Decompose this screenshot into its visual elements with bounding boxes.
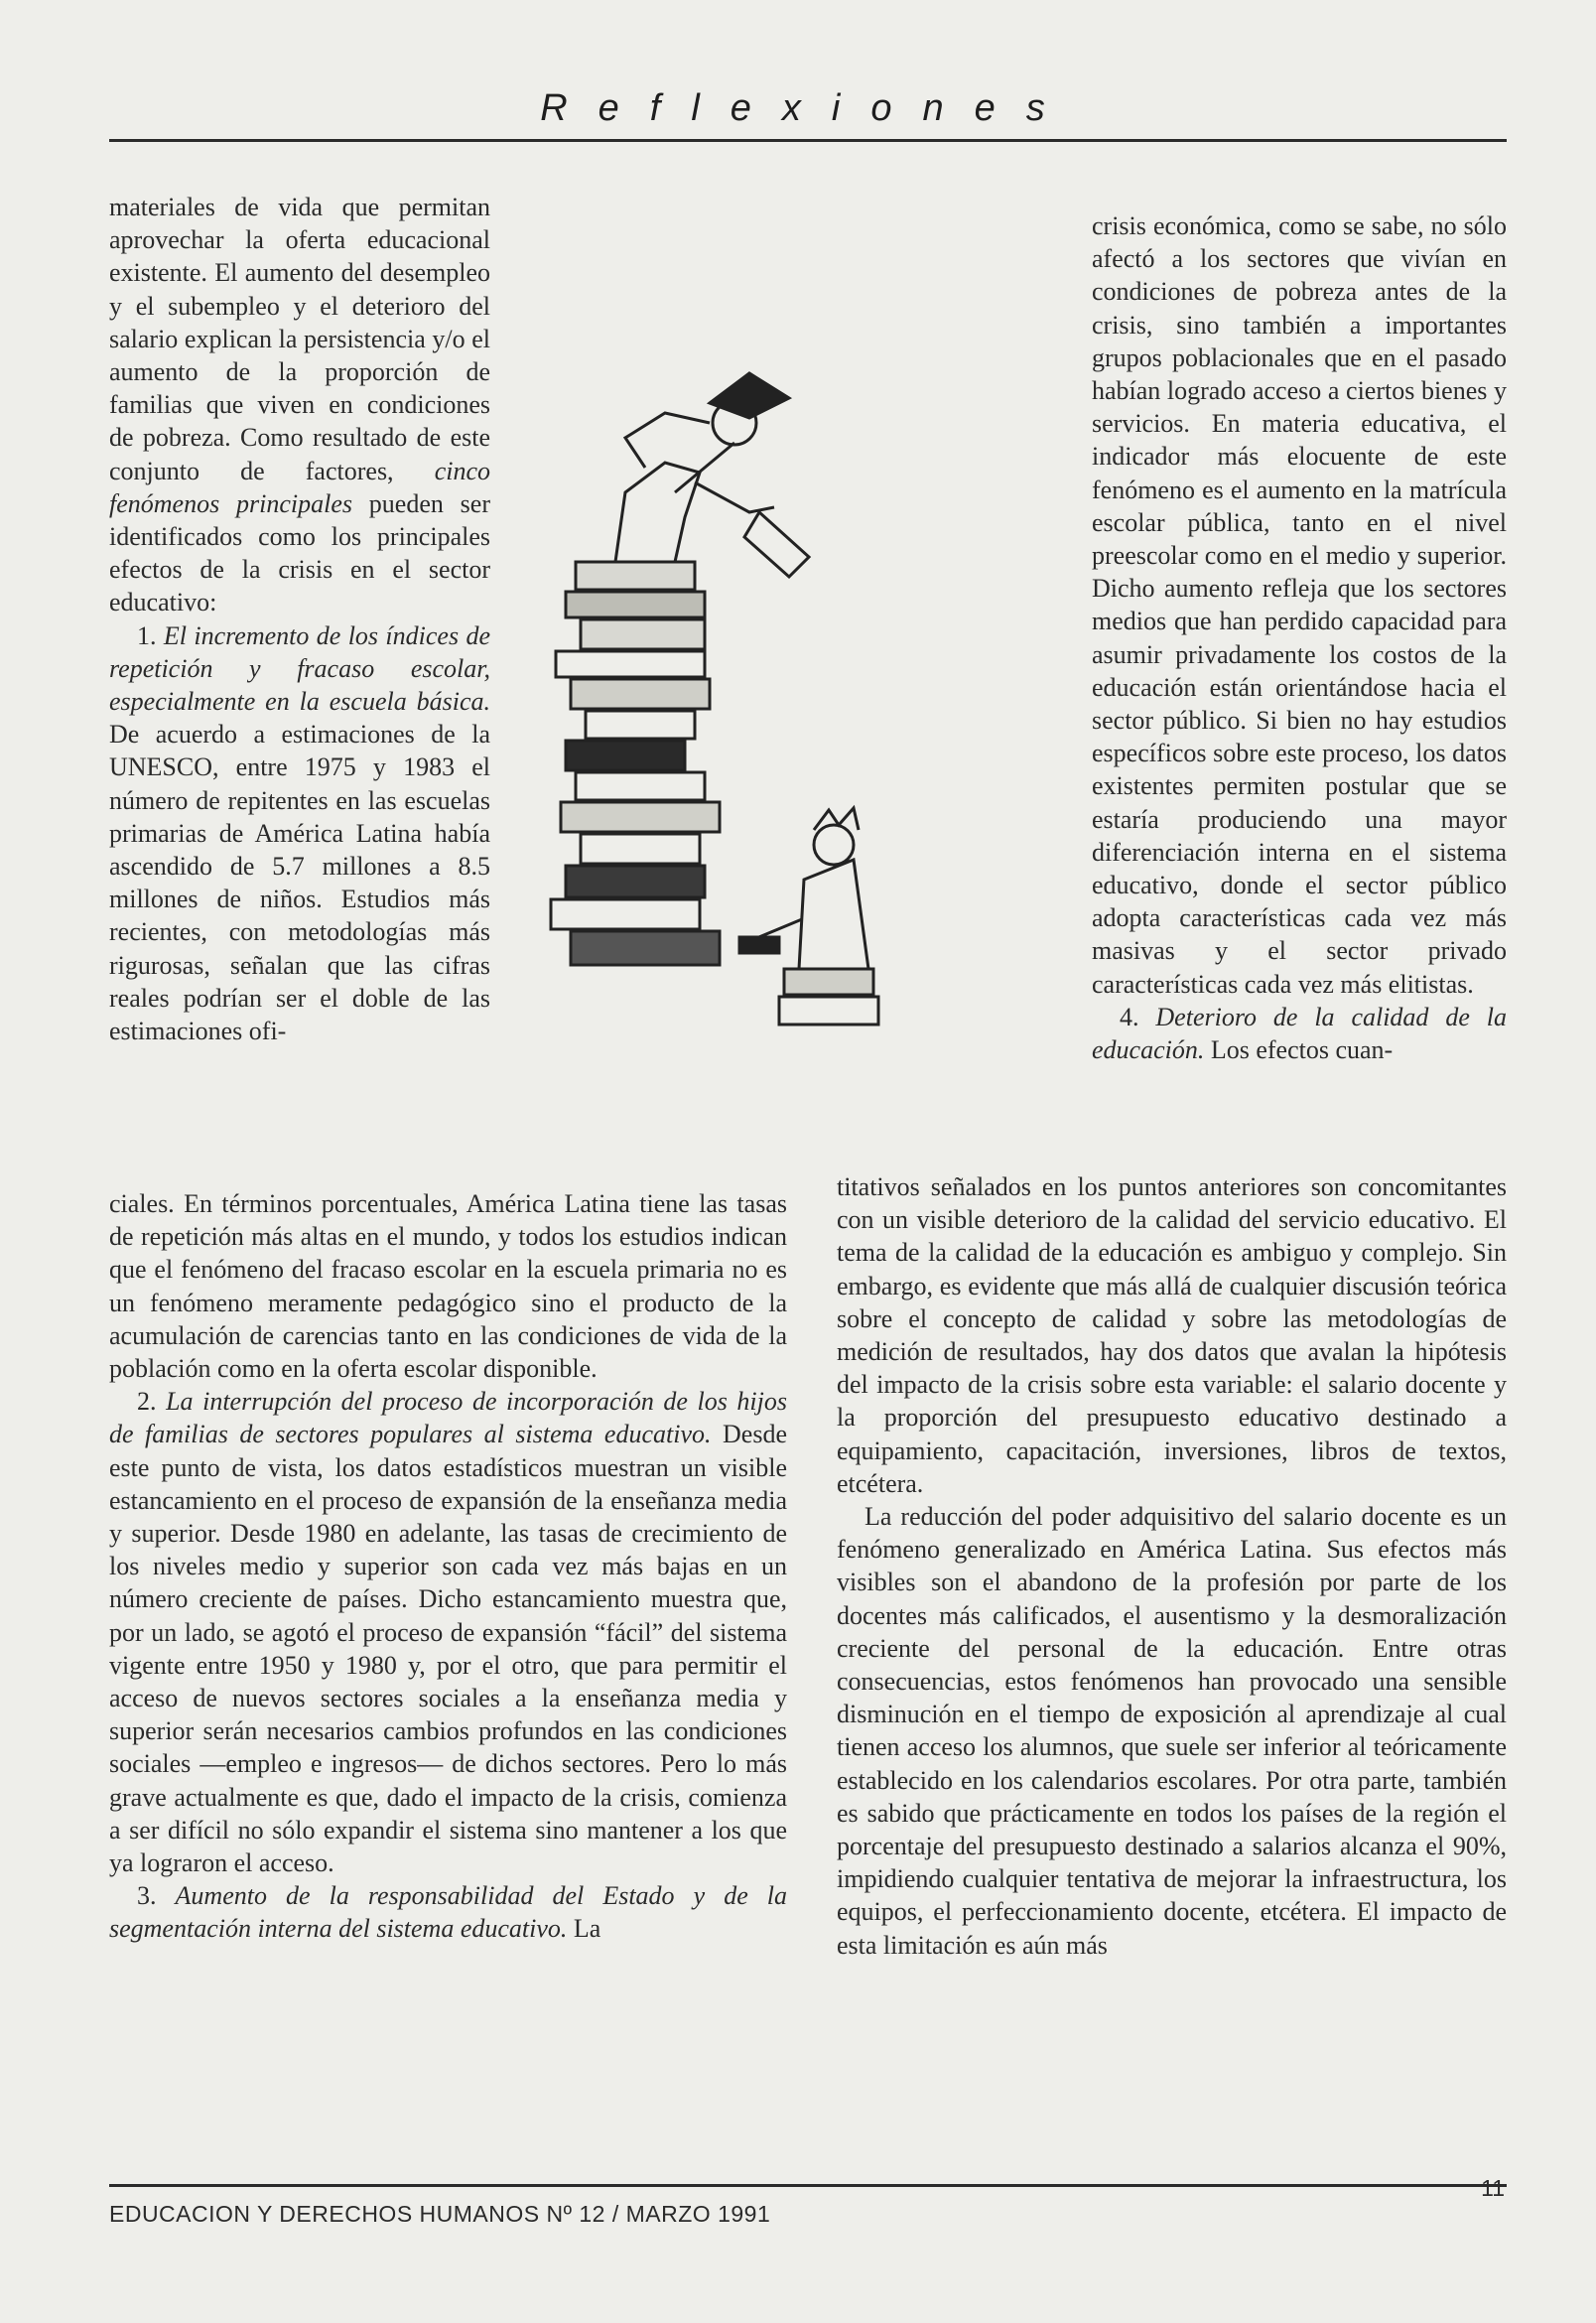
body-column-left-top bbox=[109, 191, 490, 1047]
footer-rule bbox=[109, 2184, 1507, 2187]
header-rule bbox=[109, 139, 1507, 142]
paragraph: 2. La interrupción del proceso de incorporación de los hijos de familias de sectores populares al sistema educativo. Desde este punto de vista, los datos estadísticos muestran un visible estancamiento en el proceso de expansión de la enseñanza media y superior. Desde 1980 en adelante, las tasas de crecimiento de los niveles medio y superior son cada vez más bajas en un número creciente de países. Dicho estancamiento muestra que, por un lado, se agotó el proceso de expansión “fácil” del sistema vigente entre 1950 y 1980 y, por el otro, que para permitir el acceso de nuevos sectores sociales a la enseñanza media y superior serán necesarios cambios profundos en las condiciones sociales —empleo e ingresos— de dichos sectores. Pero lo más grave actualmente es que, dado el impacto de la crisis, comienza a ser difícil no sólo expandir el sistema sino mantener a los que ya lograron el acceso. bbox=[109, 1387, 787, 1878]
emphasis: Deterioro de la calidad de la educación. bbox=[1092, 1002, 1508, 1065]
emphasis: El incremento de los índices de repetición y fracaso escolar, especialmente en la escuela básica. bbox=[109, 620, 491, 717]
paragraph: 4. Deterioro de la calidad de la educación. Los efectos cuan- bbox=[1092, 1002, 1508, 1065]
body-column-left-bottom bbox=[109, 1187, 787, 1946]
paragraph: 1. El incremento de los índices de repetición y fracaso escolar, especialmente en la escuela básica. De acuerdo a estimaciones de la UNESCO, entre 1975 y 1983 el número de repitentes en las escuelas primarias de América Latina había ascendido de 5.7 millones a 8.5 millones de niños. Estudios más recientes, con metodologías más rigurosas, señalan que las cifras reales podrían ser el doble de las estimaciones ofi- bbox=[109, 620, 491, 1046]
paragraph: ciales. En términos porcentuales, América Latina tiene las tasas de repetición más altas en el mundo, y todos los estudios indican que el fenómeno del fracaso escolar en la escuela primaria no es un fenómeno meramente pedagógico sino el producto de la acumulación de carencias tanto en las condiciones de vida de la población como en la oferta escolar disponible. bbox=[109, 1189, 787, 1384]
body-column-right-bottom bbox=[837, 1170, 1507, 1962]
paragraph: 3. Aumento de la responsabilidad del Estado y de la segmentación interna del sistema educativo. La bbox=[109, 1881, 787, 1944]
page-number: 11 bbox=[1481, 2175, 1505, 2201]
emphasis: cinco fenómenos principales bbox=[109, 456, 490, 518]
publication-footer: EDUCACION Y DERECHOS HUMANOS Nº 12 / MARZO 1991 bbox=[109, 2201, 771, 2227]
emphasis: Aumento de la responsabilidad del Estado y de la segmentación interna del sistema educativo. bbox=[109, 1881, 787, 1944]
body-column-right-top bbox=[1092, 209, 1507, 1066]
books-illustration bbox=[536, 343, 953, 1038]
paragraph: La reducción del poder adquisitivo del salario docente es un fenómeno generalizado en América Latina. Sus efectos más visibles son el abandono de la profesión por parte de los docentes más calificados, el ausentismo y la desmoralización creciente del personal de la educación. Entre otras consecuencias, estos fenómenos han provocado una sensible disminución en el tiempo de exposición al aprendizaje al cual tienen acceso los alumnos, que suele ser inferior al teóricamente establecido en los calendarios escolares. Por otra parte, también es sabido que prácticamente en todos los países de la región el porcentaje del presupuesto destinado a salarios alcanza el 90%, impidiendo cualquier tentativa de mejorar la infraestructura, los equipos, el perfeccionamiento docente, etcétera. El impacto de esta limitación es aún más bbox=[837, 1502, 1507, 1960]
paragraph: crisis económica, como se sabe, no sólo afectó a los sectores que vivían en condiciones de pobreza antes de la crisis, sino también a importantes grupos poblacionales que en el pasado habían logrado acceso a ciertos bienes y servicios. En materia educativa, el indicador más elocuente de este fenómeno es el aumento en la matrícula escolar pública, tanto en el nivel preescolar como en el medio y superior. Dicho aumento refleja que los sectores medios que han perdido capacidad para asumir privadamente los costos de la educación están orientándose hacia el sector público. Si bien no hay estudios específicos sobre este proceso, los datos existentes permiten postular que se estaría produciendo una mayor diferenciación interna en el sistema educativo, donde el sector público adopta características cada vez más masivas y el sector privado características cada vez más elitistas. bbox=[1092, 211, 1507, 999]
emphasis: La interrupción del proceso de incorporación de los hijos de familias de sectores populares al sistema educativo. bbox=[109, 1387, 787, 1449]
section-title: Reflexiones bbox=[540, 87, 1076, 129]
paragraph: titativos señalados en los puntos anteriores son concomitantes con un visible deterioro de la calidad del servicio educativo. El tema de la calidad de la educación es ambiguo y complejo. Sin embargo, es evidente que más allá de cualquier discusión teórica sobre el concepto de calidad y sobre las metodologías de medición de resultados, hay dos datos que avalan la hipótesis del impacto de la crisis sobre esta variable: el salario docente y la proporción del presupuesto educativo destinado a equipamiento, capacitación, inversiones, libros de textos, etcétera. bbox=[837, 1172, 1507, 1498]
paragraph: materiales de vida que permitan aprovechar la oferta educacional existente. El aumento del desempleo y el subempleo y el deterioro del salario explican la persistencia y/o el aumento de la proporción de familias que viven en condiciones de pobreza. Como resultado de este conjunto de factores, cinco fenómenos principales pueden ser identificados como los principales efectos de la crisis en el sector educativo: bbox=[109, 193, 491, 617]
